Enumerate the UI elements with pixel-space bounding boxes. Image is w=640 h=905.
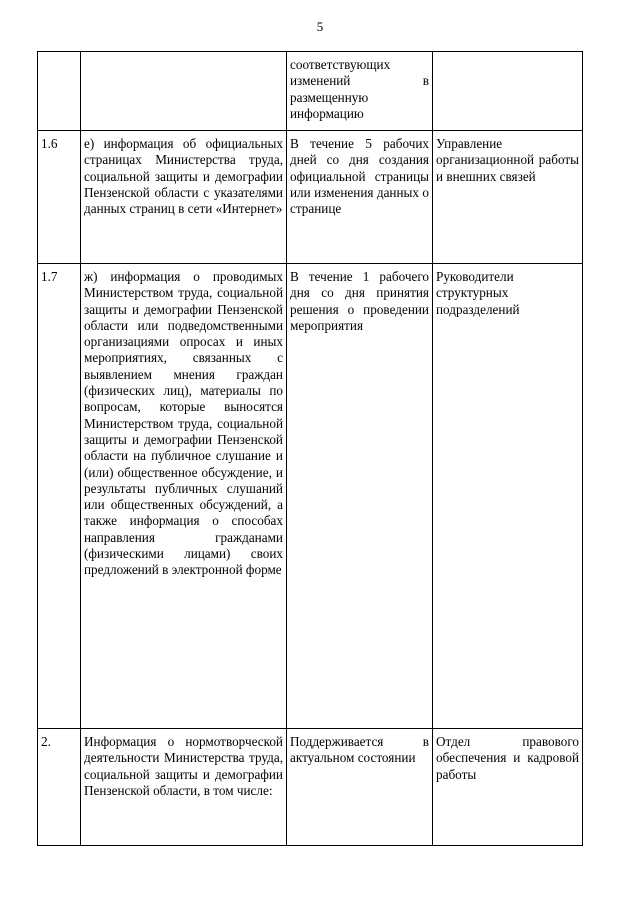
responsible-cell — [433, 729, 583, 846]
content-text: ж) информация о проводимых Министерством труда, социальной защиты и демографии Пензенской области или подведомственными организациями опросах и иных мероприятиях, связанных с выявлением мнения граждан (физических лиц), материалы по вопросам, которые выносятся Министерством труда, социальной защиты и демографии Пензенской области на публичное слушание и (или) общественное обсуждение, и результаты публичных слушаний или общественных обсуждений, а также информация о способах направления гражданами (физическими лицами) своих предложений в электронной форме — [84, 269, 283, 578]
table-row — [38, 729, 583, 846]
content-cell — [81, 131, 287, 264]
row-number: 2. — [41, 734, 51, 749]
content-cell — [81, 52, 287, 131]
document-table — [37, 51, 583, 846]
term-cell — [287, 52, 433, 131]
term-text: соответствующих изменений в размещенную информацию — [290, 57, 429, 121]
term-cell — [287, 131, 433, 264]
table-row — [38, 131, 583, 264]
term-text: В течение 5 рабочих дней со дня создания официальной страницы или изменения данных о странице — [290, 136, 429, 217]
page-number: 5 — [316, 19, 324, 34]
content-cell — [81, 264, 287, 729]
responsible-text: Отдел правового обеспечения и кадровой работы — [436, 734, 579, 782]
content-cell — [81, 729, 287, 846]
responsible-cell — [433, 131, 583, 264]
responsible-cell — [433, 264, 583, 729]
responsible-text: Управление организационной работы и внешних связей — [436, 136, 579, 184]
row-number-cell — [38, 729, 81, 846]
table-row — [38, 52, 583, 131]
row-number-cell — [38, 52, 81, 131]
row-number-cell — [38, 264, 81, 729]
table-row — [38, 264, 583, 729]
term-cell — [287, 264, 433, 729]
row-number: 1.7 — [41, 269, 58, 284]
term-cell — [287, 729, 433, 846]
term-text: В течение 1 рабочего дня со дня принятия решения о проведении мероприятия — [290, 269, 429, 333]
row-number-cell — [38, 131, 81, 264]
responsible-text: Руководители структурных подразделений — [436, 269, 520, 317]
row-number: 1.6 — [41, 136, 58, 151]
content-text: Информация о нормотворческой деятельности Министерства труда, социальной защиты и демографии Пензенской области, в том числе: — [84, 734, 283, 798]
content-text: е) информация об официальных страницах Министерства труда, социальной защиты и демографии Пензенской области с указателями данных страниц в сети «Интернет» — [84, 136, 283, 217]
responsible-cell — [433, 52, 583, 131]
term-text: Поддерживается в актуальном состоянии — [290, 734, 429, 766]
